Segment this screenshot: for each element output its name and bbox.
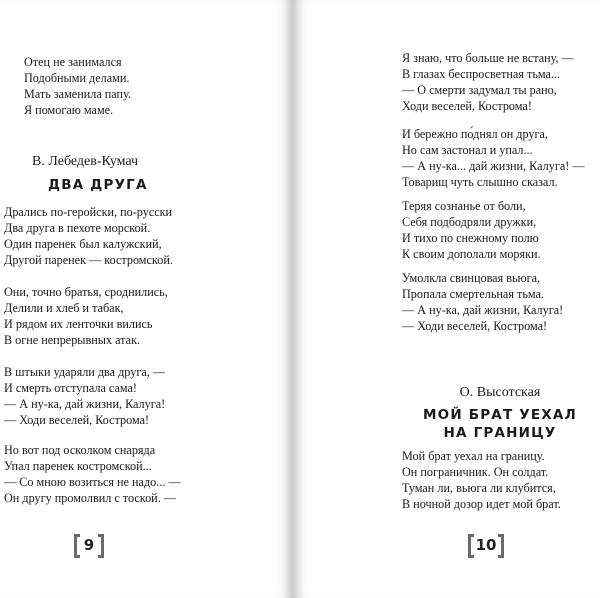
verse-line: Подобными делами. [24, 71, 130, 85]
poem-title-line: НА ГРАНИЦУ [443, 425, 557, 441]
poem-header [32, 153, 138, 171]
stanza [4, 442, 181, 506]
poem-header [402, 384, 598, 402]
verse-line: — О смерти задумал ты рано, [402, 83, 557, 97]
stanza [4, 204, 173, 268]
verse-line: — А ну-ка... дай жизни, Калуга! — [402, 159, 585, 173]
verse-line: В штыки ударяли два друга, — [4, 365, 166, 379]
poem-author: О. Высотская [459, 385, 541, 400]
bracket-right-icon [498, 534, 504, 558]
poem-title-block [402, 406, 598, 442]
verse-line: — Со мною возиться не надо... — [4, 475, 181, 489]
bracket-right-icon [98, 534, 104, 558]
page-number [468, 534, 504, 558]
stanza [402, 198, 541, 262]
verse-line: Один паренек был калужский, [4, 237, 162, 251]
verse-line: Они, точно братья, сроднились, [4, 285, 168, 299]
stanza [402, 448, 561, 512]
poem-author: В. Лебедев-Кумач [32, 154, 139, 169]
verse-line: Дрались по-геройски, по-русски [4, 205, 173, 219]
page-number [74, 534, 104, 558]
verse-line: Себя подбодряли дружки, [402, 215, 537, 229]
left-page [0, 0, 292, 598]
verse-line: И рядом их ленточки вились [4, 317, 153, 331]
verse-line: Он другу промолвил с тоской. — [4, 491, 176, 505]
stanza [4, 284, 168, 348]
verse-line: — А ну-ка, дай жизни, Калуга! [4, 397, 166, 411]
verse-line: Теряя сознанье от боли, [402, 199, 526, 213]
verse-line: В огне непрерывных атак. [4, 333, 141, 347]
verse-line: И тихо по снежному полю [402, 231, 539, 245]
verse-line: Я знаю, что больше не встану, — [402, 51, 574, 65]
page-number-text: 9 [83, 536, 95, 554]
verse-line: Пропала смертельная тьма. [402, 287, 544, 301]
verse-line: Отец не занимался [24, 55, 122, 69]
verse-line: Два друга в пехоте морской. [4, 221, 151, 235]
verse-line: Товарищ чуть слышно сказал. [402, 175, 558, 189]
verse-line: В глазах беспросветная тьма... [402, 67, 561, 81]
verse-line: — А ну-ка, дай жизни, Калуга! [402, 303, 564, 317]
poem-title: ДВА ДРУГА [48, 177, 148, 193]
verse-line: Туман ли, вьюга ли клубится, [402, 481, 556, 495]
stanza [402, 270, 563, 334]
verse-line: И смерть отступала сама! [4, 381, 137, 395]
verse-line: Упал паренек костромской... [4, 459, 152, 473]
intro-stanza [24, 54, 131, 118]
stanza [402, 126, 585, 190]
verse-line: Мой брат уехал на границу. [402, 449, 545, 463]
verse-line: Он пограничник. Он солдат. [402, 465, 549, 479]
verse-line: Мать заменила папу. [24, 87, 132, 101]
verse-line: Делили и хлеб и табак, [4, 301, 124, 315]
verse-line: — Ходи веселей, Кострома! [4, 413, 150, 427]
stanza [402, 50, 574, 114]
verse-line: В ночной дозор идет мой брат. [402, 497, 561, 511]
verse-line: Но сам застонал и упал... [402, 143, 533, 157]
verse-line: Но вот под осколком снаряда [4, 443, 156, 457]
verse-line: К своим дополали моряки. [402, 247, 541, 261]
verse-line: — Ходи веселей, Кострома! [402, 319, 548, 333]
poem-title-line: МОЙ БРАТ УЕХАЛ [423, 407, 577, 423]
stanza [4, 364, 165, 428]
verse-line: Я помогаю маме. [24, 103, 114, 117]
verse-line: Другой паренек — костромской. [4, 253, 173, 267]
verse-line: Ходи веселей, Кострома! [402, 99, 532, 113]
page-number-text: 10 [475, 536, 497, 554]
verse-line: И бережно по́днял он друга, [402, 127, 548, 141]
right-page [292, 0, 600, 598]
poem-title-block [48, 176, 148, 194]
verse-line: Умолкла свинцовая вьюга, [402, 271, 541, 285]
